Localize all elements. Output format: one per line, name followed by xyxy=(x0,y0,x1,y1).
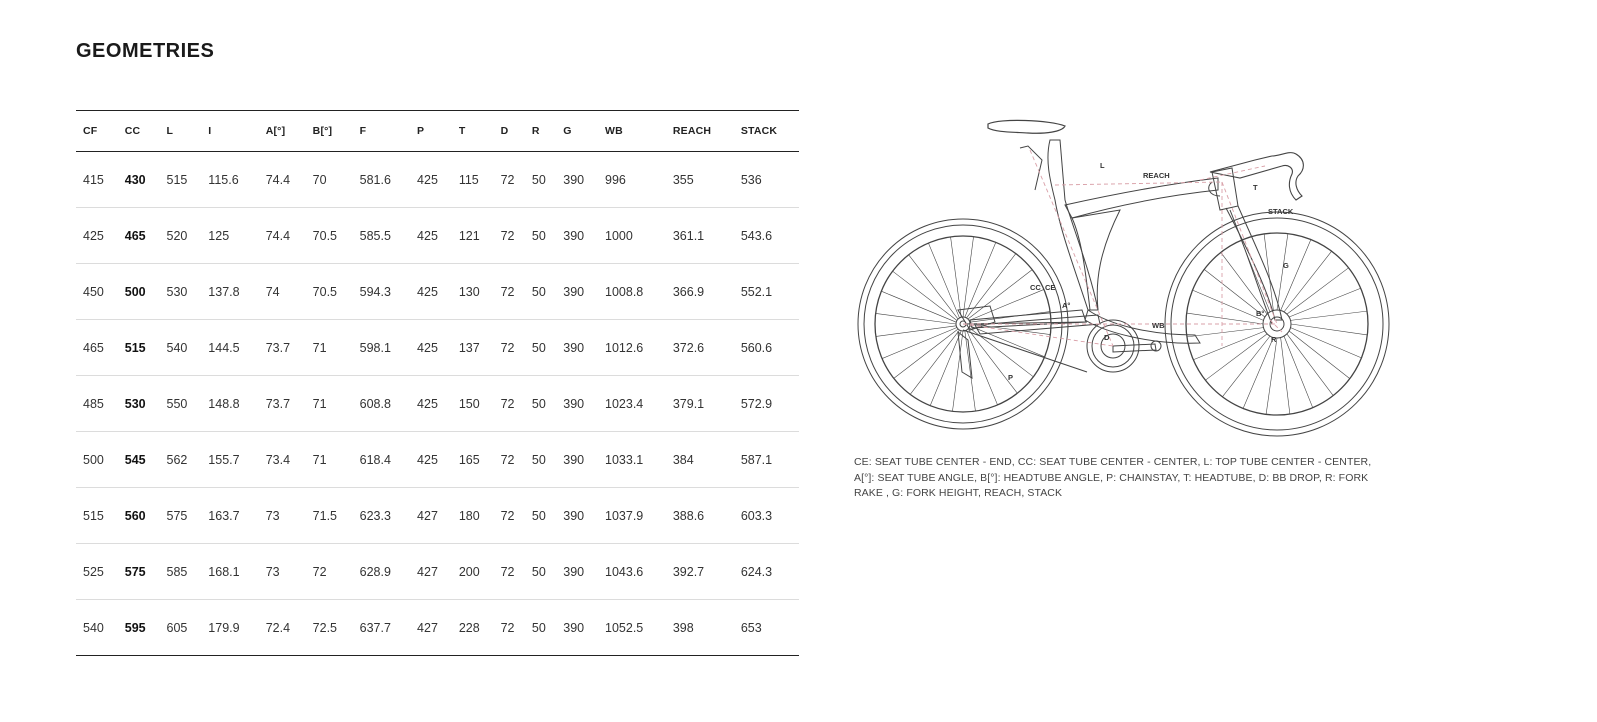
table-cell: 525 xyxy=(76,544,118,600)
table-cell: 379.1 xyxy=(666,376,734,432)
table-cell: 115 xyxy=(452,152,494,208)
table-cell: 155.7 xyxy=(201,432,258,488)
column-header: WB xyxy=(598,111,666,152)
column-header: T xyxy=(452,111,494,152)
table-cell: 1008.8 xyxy=(598,264,666,320)
table-cell: 485 xyxy=(76,376,118,432)
table-cell: 50 xyxy=(525,264,556,320)
table-cell: 168.1 xyxy=(201,544,258,600)
column-header: I xyxy=(201,111,258,152)
table-cell: 540 xyxy=(160,320,202,376)
label-wb: WB xyxy=(1152,321,1165,330)
column-header: F xyxy=(353,111,410,152)
table-cell: 427 xyxy=(410,544,452,600)
wheel-spoke xyxy=(876,326,956,337)
table-cell: 595 xyxy=(118,600,160,656)
page-title: GEOMETRIES xyxy=(76,40,215,62)
bike-geometry-diagram xyxy=(850,110,1395,445)
table-cell: 72.5 xyxy=(306,600,353,656)
table-row xyxy=(76,544,799,600)
column-header: L xyxy=(160,111,202,152)
table-cell: 425 xyxy=(410,376,452,432)
table-cell: 73 xyxy=(259,544,306,600)
geometry-table xyxy=(76,110,799,656)
table-cell: 71 xyxy=(306,432,353,488)
table-cell: 1012.6 xyxy=(598,320,666,376)
saddle xyxy=(988,120,1065,133)
wheel-spoke xyxy=(882,328,957,359)
geometry-table-body xyxy=(76,152,799,656)
column-header: REACH xyxy=(666,111,734,152)
wheel-spoke xyxy=(1291,311,1368,320)
table-cell: 73.7 xyxy=(259,376,306,432)
table-cell: 1000 xyxy=(598,208,666,264)
table-cell: 71 xyxy=(306,376,353,432)
legend-caption: CE: SEAT TUBE CENTER - END, CC: SEAT TUBE CENTER - CENTER, L: TOP TUBE CENTER - CENTER, A[°]: SEAT TUBE ANGLE, B[°]: HEADTUBE ANGLE, P: CHAINSTAY, T: HEADTUBE, D: BB DROP, R: FORK RAKE , G: FORK HEIGHT, REACH, STACK xyxy=(854,456,1372,499)
table-cell: 430 xyxy=(118,152,160,208)
table-row xyxy=(76,432,799,488)
table-cell: 73 xyxy=(259,488,306,544)
table-cell: 1037.9 xyxy=(598,488,666,544)
table-cell: 70 xyxy=(306,152,353,208)
label-d: D xyxy=(1104,333,1110,342)
table-cell: 125 xyxy=(201,208,258,264)
table-cell: 585 xyxy=(160,544,202,600)
table-cell: 390 xyxy=(556,208,598,264)
label-stack: STACK xyxy=(1268,207,1294,216)
wheel-spoke xyxy=(965,242,996,317)
table-cell: 50 xyxy=(525,320,556,376)
wheel-spoke xyxy=(965,331,976,411)
table-cell: 425 xyxy=(410,432,452,488)
table-cell: 74 xyxy=(259,264,306,320)
table-cell: 540 xyxy=(76,600,118,656)
table-cell: 594.3 xyxy=(353,264,410,320)
table-cell: 425 xyxy=(410,264,452,320)
table-cell: 628.9 xyxy=(353,544,410,600)
table-cell: 137 xyxy=(452,320,494,376)
table-row xyxy=(76,488,799,544)
table-cell: 384 xyxy=(666,432,734,488)
table-cell: 560.6 xyxy=(734,320,799,376)
table-cell: 618.4 xyxy=(353,432,410,488)
table-cell: 390 xyxy=(556,264,598,320)
table-cell: 390 xyxy=(556,544,598,600)
wheel-spoke xyxy=(1281,338,1290,415)
label-b: B° xyxy=(1256,309,1265,318)
wheel-spoke xyxy=(1187,313,1263,324)
wheel-spoke xyxy=(910,330,959,394)
wheel-spoke xyxy=(968,270,1032,319)
table-cell: 608.8 xyxy=(353,376,410,432)
table-cell: 200 xyxy=(452,544,494,600)
wheel-spoke xyxy=(909,255,958,319)
table-cell: 562 xyxy=(160,432,202,488)
table-cell: 50 xyxy=(525,208,556,264)
table-cell: 515 xyxy=(118,320,160,376)
table-cell: 74.4 xyxy=(259,152,306,208)
table-cell: 520 xyxy=(160,208,202,264)
table-cell: 72 xyxy=(494,544,525,600)
table-cell: 1023.4 xyxy=(598,376,666,432)
front-wheel xyxy=(1165,212,1389,436)
table-cell: 72 xyxy=(494,432,525,488)
table-cell: 70.5 xyxy=(306,264,353,320)
table-cell: 72 xyxy=(494,320,525,376)
wheel-spoke xyxy=(963,237,974,317)
table-cell: 545 xyxy=(118,432,160,488)
table-cell: 1052.5 xyxy=(598,600,666,656)
wheel-spoke xyxy=(1291,324,1367,335)
table-cell: 543.6 xyxy=(734,208,799,264)
table-cell: 228 xyxy=(452,600,494,656)
column-header: P xyxy=(410,111,452,152)
table-cell: 72 xyxy=(494,152,525,208)
table-cell: 70.5 xyxy=(306,208,353,264)
table-cell: 390 xyxy=(556,432,598,488)
table-cell: 624.3 xyxy=(734,544,799,600)
column-header: CC xyxy=(118,111,160,152)
table-cell: 73.7 xyxy=(259,320,306,376)
table-cell: 530 xyxy=(118,376,160,432)
table-cell: 530 xyxy=(160,264,202,320)
wheel-spoke xyxy=(968,329,1017,393)
table-cell: 427 xyxy=(410,488,452,544)
table-cell: 150 xyxy=(452,376,494,432)
table-cell: 465 xyxy=(76,320,118,376)
table-cell: 1043.6 xyxy=(598,544,666,600)
table-cell: 50 xyxy=(525,600,556,656)
table-cell: 425 xyxy=(410,152,452,208)
label-l: L xyxy=(1100,161,1105,170)
table-cell: 50 xyxy=(525,432,556,488)
table-cell: 587.1 xyxy=(734,432,799,488)
table-row xyxy=(76,376,799,432)
label-r: R xyxy=(1271,335,1277,344)
table-cell: 390 xyxy=(556,488,598,544)
header-row xyxy=(76,111,799,152)
wheel-spoke xyxy=(1284,336,1313,408)
table-cell: 623.3 xyxy=(353,488,410,544)
table-cell: 121 xyxy=(452,208,494,264)
wheel-spoke xyxy=(969,289,1044,320)
wheel-spoke xyxy=(1277,234,1288,310)
table-cell: 148.8 xyxy=(201,376,258,432)
table-cell: 72 xyxy=(306,544,353,600)
table-cell: 398 xyxy=(666,600,734,656)
column-header: G xyxy=(556,111,598,152)
table-cell: 130 xyxy=(452,264,494,320)
column-header: CF xyxy=(76,111,118,152)
table-cell: 996 xyxy=(598,152,666,208)
label-g: G xyxy=(1283,261,1289,270)
label-reach: REACH xyxy=(1143,171,1170,180)
table-cell: 425 xyxy=(410,208,452,264)
column-header: A[°] xyxy=(259,111,306,152)
table-cell: 361.1 xyxy=(666,208,734,264)
table-cell: 392.7 xyxy=(666,544,734,600)
table-row xyxy=(76,208,799,264)
table-cell: 137.8 xyxy=(201,264,258,320)
table-cell: 179.9 xyxy=(201,600,258,656)
table-cell: 515 xyxy=(76,488,118,544)
table-cell: 500 xyxy=(118,264,160,320)
wheel-spoke xyxy=(930,331,961,406)
table-cell: 603.3 xyxy=(734,488,799,544)
table-cell: 653 xyxy=(734,600,799,656)
table-cell: 581.6 xyxy=(353,152,410,208)
wheel-spoke xyxy=(1289,288,1361,317)
table-cell: 366.9 xyxy=(666,264,734,320)
table-cell: 550 xyxy=(160,376,202,432)
wheel-spoke xyxy=(1266,338,1277,414)
table-cell: 50 xyxy=(525,488,556,544)
table-row xyxy=(76,152,799,208)
table-cell: 50 xyxy=(525,152,556,208)
table-cell: 415 xyxy=(76,152,118,208)
table-cell: 450 xyxy=(76,264,118,320)
table-cell: 465 xyxy=(118,208,160,264)
wheel-spoke xyxy=(951,237,962,317)
table-cell: 575 xyxy=(160,488,202,544)
label-ce: CE xyxy=(1045,283,1056,292)
table-cell: 372.6 xyxy=(666,320,734,376)
table-cell: 515 xyxy=(160,152,202,208)
table-cell: 1033.1 xyxy=(598,432,666,488)
table-cell: 355 xyxy=(666,152,734,208)
table-cell: 390 xyxy=(556,600,598,656)
table-cell: 72 xyxy=(494,376,525,432)
wheel-spoke xyxy=(928,243,959,318)
label-t: T xyxy=(1253,183,1258,192)
column-header: D xyxy=(494,111,525,152)
table-cell: 598.1 xyxy=(353,320,410,376)
table-cell: 74.4 xyxy=(259,208,306,264)
table-cell: 72.4 xyxy=(259,600,306,656)
column-header: R xyxy=(525,111,556,152)
table-cell: 388.6 xyxy=(666,488,734,544)
table-cell: 575 xyxy=(118,544,160,600)
table-cell: 71 xyxy=(306,320,353,376)
table-cell: 425 xyxy=(76,208,118,264)
table-cell: 500 xyxy=(76,432,118,488)
column-header: B[°] xyxy=(306,111,353,152)
table-row xyxy=(76,320,799,376)
table-cell: 144.5 xyxy=(201,320,258,376)
label-a: A° xyxy=(1062,301,1071,310)
table-cell: 50 xyxy=(525,376,556,432)
label-cc: CC xyxy=(1030,283,1041,292)
table-cell: 560 xyxy=(118,488,160,544)
wheel-spoke xyxy=(894,329,958,378)
table-row xyxy=(76,264,799,320)
table-cell: 165 xyxy=(452,432,494,488)
table-cell: 536 xyxy=(734,152,799,208)
geometry-table-header xyxy=(76,111,799,152)
table-cell: 72 xyxy=(494,264,525,320)
table-cell: 390 xyxy=(556,320,598,376)
table-cell: 427 xyxy=(410,600,452,656)
table-cell: 637.7 xyxy=(353,600,410,656)
table-cell: 71.5 xyxy=(306,488,353,544)
table-cell: 72 xyxy=(494,600,525,656)
table-cell: 180 xyxy=(452,488,494,544)
table-cell: 73.4 xyxy=(259,432,306,488)
table-cell: 115.6 xyxy=(201,152,258,208)
table-cell: 390 xyxy=(556,152,598,208)
table-cell: 605 xyxy=(160,600,202,656)
wheel-spoke xyxy=(1187,328,1264,337)
table-cell: 552.1 xyxy=(734,264,799,320)
label-p: P xyxy=(1008,373,1014,382)
bike-frame xyxy=(970,140,1282,343)
table-cell: 50 xyxy=(525,544,556,600)
wheel-spoke xyxy=(1193,331,1265,360)
table-row xyxy=(76,600,799,656)
table-cell: 572.9 xyxy=(734,376,799,432)
handlebar xyxy=(1210,153,1303,200)
table-cell: 425 xyxy=(410,320,452,376)
table-cell: 163.7 xyxy=(201,488,258,544)
wheel-spoke xyxy=(893,271,957,320)
table-cell: 72 xyxy=(494,208,525,264)
wheel-spoke xyxy=(881,291,956,322)
table-cell: 390 xyxy=(556,376,598,432)
table-cell: 585.5 xyxy=(353,208,410,264)
table-cell: 72 xyxy=(494,488,525,544)
column-header: STACK xyxy=(734,111,799,152)
wheel-spoke xyxy=(876,313,956,324)
